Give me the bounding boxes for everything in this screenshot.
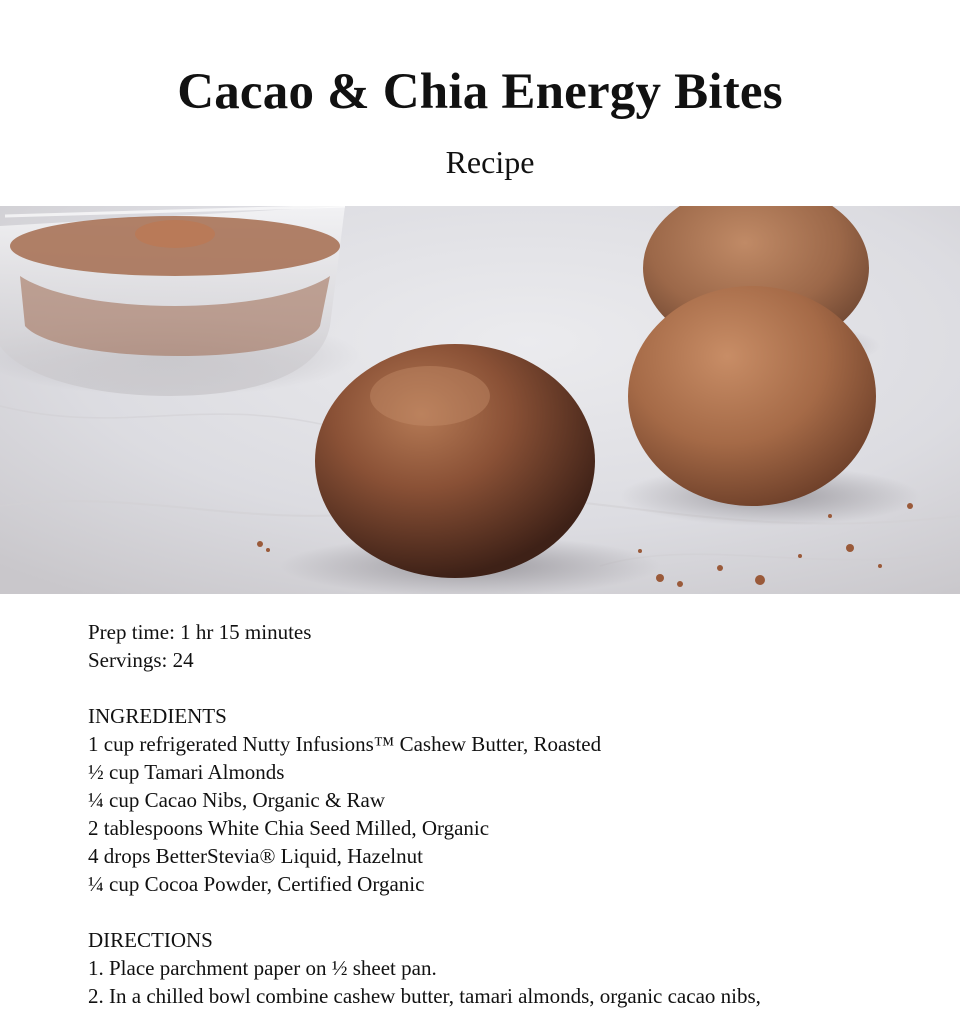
recipe-header: [0, 0, 960, 206]
energy-bites-photo: [0, 206, 960, 594]
directions-heading: DIRECTIONS: [88, 928, 213, 952]
recipe-body: [88, 618, 928, 1010]
direction-step: 2. In a chilled bowl combine cashew butter, tamari almonds, organic cacao nibs,: [88, 984, 761, 1008]
hero-image: [0, 206, 960, 594]
servings: Servings: 24: [88, 648, 194, 672]
ingredient-item: 1 cup refrigerated Nutty Infusions™ Cashew Butter, Roasted: [88, 732, 602, 756]
page-title: Cacao & Chia Energy Bites: [177, 64, 783, 120]
prep-time: Prep time: 1 hr 15 minutes: [88, 620, 312, 644]
ingredient-item: ½ cup Tamari Almonds: [88, 760, 285, 784]
ingredient-item: ¼ cup Cocoa Powder, Certified Organic: [88, 872, 425, 896]
ingredient-item: 2 tablespoons White Chia Seed Milled, Organic: [88, 816, 490, 840]
direction-step: 1. Place parchment paper on ½ sheet pan.: [88, 956, 437, 980]
ingredients-heading: INGREDIENTS: [88, 704, 227, 728]
ingredient-item: ¼ cup Cacao Nibs, Organic & Raw: [88, 788, 386, 812]
ingredient-item: 4 drops BetterStevia® Liquid, Hazelnut: [88, 844, 423, 868]
page-subtitle: Recipe: [445, 144, 535, 180]
